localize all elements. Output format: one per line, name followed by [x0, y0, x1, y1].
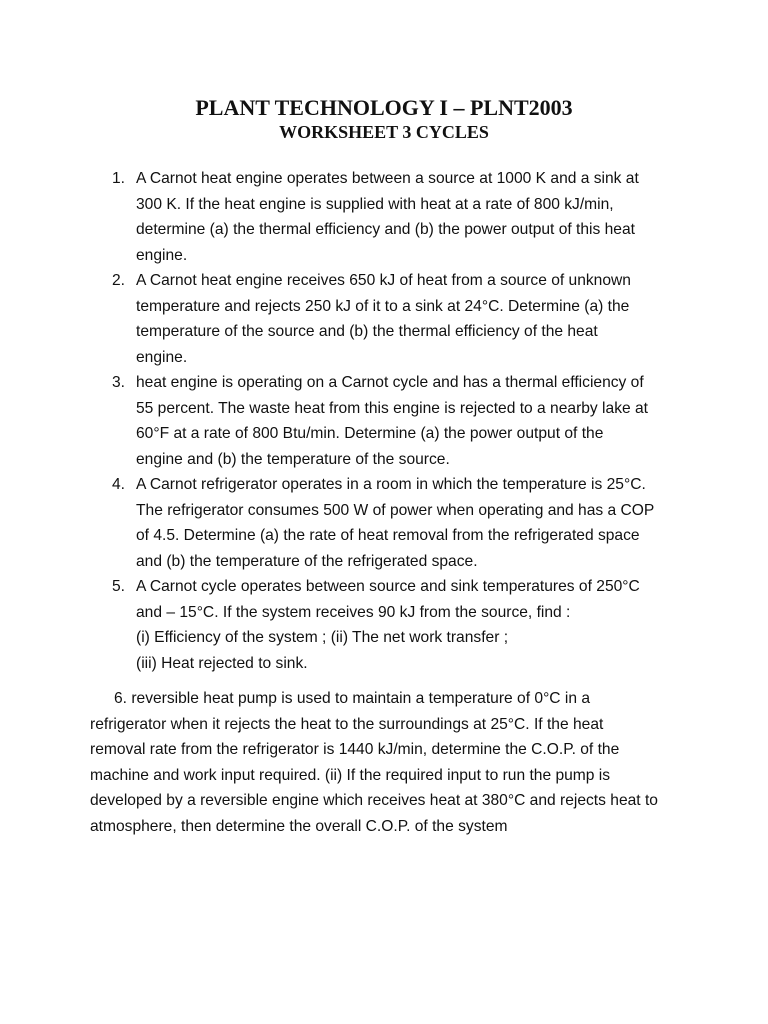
question-text-line: atmosphere, then determine the overall C.O.P. of the system [90, 817, 508, 835]
page-subtitle: WORKSHEET 3 CYCLES [279, 122, 489, 142]
question-3 [0, 370, 676, 472]
question-text-line: engine. [136, 246, 188, 264]
question-text-line: engine and (b) the temperature of the source. [136, 450, 450, 468]
question-number: 5. [112, 578, 126, 595]
question-text-line: A Carnot heat engine receives 650 kJ of heat from a source of unknown [136, 272, 631, 289]
question-text-line: refrigerator when it rejects the heat to the surroundings at 25°C. If the heat [90, 715, 604, 733]
question-text-line: removal rate from the refrigerator is 1440 kJ/min, determine the C.O.P. of the [90, 741, 620, 758]
question-text-line: developed by a reversible engine which receives heat at 380°C and rejects heat to [90, 792, 658, 809]
question-text-line: A Carnot cycle operates between source and sink temperatures of 250°C [136, 578, 640, 595]
question-text-line: 6. reversible heat pump is used to maintain a temperature of 0°C in a [114, 690, 591, 707]
question-text-line: heat engine is operating on a Carnot cycle and has a thermal efficiency of [136, 374, 644, 391]
question-text-line: temperature and rejects 250 kJ of it to a sink at 24°C. Determine (a) the [136, 297, 630, 315]
question-1 [0, 166, 676, 268]
question-text-line: A Carnot refrigerator operates in a room in which the temperature is 25°C. [136, 476, 646, 493]
question-number: 1. [112, 170, 126, 187]
question-text-line: engine. [136, 348, 188, 366]
page-title: PLANT TECHNOLOGY I – PLNT2003 [195, 95, 573, 120]
question-text-line: 55 percent. The waste heat from this engine is rejected to a nearby lake at [136, 399, 649, 417]
question-text-line: and – 15°C. If the system receives 90 kJ from the source, find : [136, 603, 571, 621]
question-5 [0, 574, 676, 676]
question-text-line: A Carnot heat engine operates between a source at 1000 K and a sink at [136, 170, 639, 187]
question-2 [0, 268, 676, 370]
question-text-line: machine and work input required. (ii) If the required input to run the pump is [90, 766, 611, 784]
question-list [0, 166, 676, 676]
question-text-line: determine (a) the thermal efficiency and (b) the power output of this heat [136, 221, 635, 238]
question-text-line: and (b) the temperature of the refrigerated space. [136, 552, 478, 570]
question-text-line: temperature of the source and (b) the thermal efficiency of the heat [136, 323, 598, 340]
question-text-line: 60°F at a rate of 800 Btu/min. Determine (a) the power output of the [136, 425, 604, 442]
question-text-line: (i) Efficiency of the system ; (ii) The net work transfer ; [136, 629, 509, 646]
question-6 [90, 686, 690, 839]
question-text-line: The refrigerator consumes 500 W of power when operating and has a COP [136, 501, 655, 519]
question-text-line: of 4.5. Determine (a) the rate of heat removal from the refrigerated space [136, 527, 640, 544]
question-text-line: 300 K. If the heat engine is supplied with heat at a rate of 800 kJ/min, [136, 195, 614, 213]
question-number: 2. [112, 272, 126, 289]
question-number: 3. [112, 374, 126, 391]
question-number: 4. [112, 476, 126, 493]
question-text-line: (iii) Heat rejected to sink. [136, 654, 308, 672]
question-4 [0, 472, 676, 574]
